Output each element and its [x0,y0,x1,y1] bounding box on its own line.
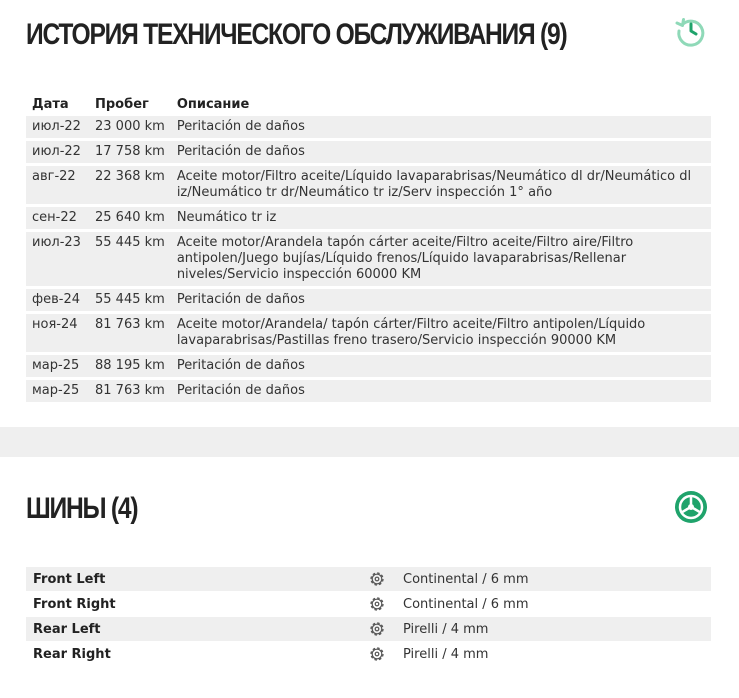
tires-list [26,567,711,667]
tire-brand-tread: Continental / 6 mm [403,596,529,612]
cell-mileage: 55 445 km [89,232,171,286]
history-icon [674,14,708,48]
table-row [26,207,711,229]
cell-mileage: 22 368 km [89,166,171,204]
cell-date: июл-22 [26,141,89,163]
cell-description: Peritación de daños [171,116,711,138]
maintenance-history-title: ИСТОРИЯ ТЕХНИЧЕСКОГО ОБСЛУЖИВАНИЯ (9) [26,18,567,51]
cell-mileage: 25 640 km [89,207,171,229]
cell-mileage: 88 195 km [89,355,171,377]
tire-position: Front Right [33,596,116,612]
table-row [26,166,711,204]
table-row [26,380,711,402]
cell-mileage: 55 445 km [89,289,171,311]
tire-position: Front Left [33,571,106,587]
gear-icon [367,619,387,639]
tire-brand-tread: Continental / 6 mm [403,571,529,587]
tire-position: Rear Left [33,621,101,637]
maintenance-history-table [26,92,711,405]
cell-date: мар-25 [26,355,89,377]
list-item [26,567,711,591]
gear-icon [367,644,387,664]
tire-brand-tread: Pirelli / 4 mm [403,621,489,637]
wheel-icon [674,490,708,524]
list-item [26,592,711,616]
cell-date: мар-25 [26,380,89,402]
section-divider [0,427,739,457]
table-row [26,141,711,163]
cell-description: Peritación de daños [171,289,711,311]
cell-date: ноя-24 [26,314,89,352]
column-header-description: Описание [176,97,250,112]
cell-mileage: 23 000 km [89,116,171,138]
table-row [26,116,711,138]
cell-description: Aceite motor/Filtro aceite/Líquido lavaparabrisas/Neumático dl dr/Neumático dl iz/Neumático tr dr/Neumático tr iz/Serv inspección 1° año [171,166,711,204]
cell-date: сен-22 [26,207,89,229]
tire-brand-tread: Pirelli / 4 mm [403,646,489,662]
table-row [26,232,711,286]
tire-position: Rear Right [33,646,111,662]
gear-icon [367,594,387,614]
column-header-date: Дата [32,97,69,112]
cell-mileage: 17 758 km [89,141,171,163]
column-header-mileage: Пробег [95,97,149,112]
cell-date: июл-22 [26,116,89,138]
cell-description: Neumático tr iz [171,207,711,229]
cell-mileage: 81 763 km [89,380,171,402]
table-row [26,314,711,352]
cell-description: Aceite motor/Arandela tapón cárter aceite/Filtro aceite/Filtro aire/Filtro antipolen/Juego bujías/Líquido frenos/Líquido lavaparabrisas/Rellenar niveles/Servicio inspección 60000 KM [171,232,711,286]
cell-date: авг-22 [26,166,89,204]
gear-icon [367,569,387,589]
cell-description: Peritación de daños [171,141,711,163]
list-item [26,617,711,641]
cell-description: Aceite motor/Arandela/ tapón cárter/Filtro aceite/Filtro antipolen/Líquido lavaparabrisas/Pastillas freno trasero/Servicio inspección 90000 KM [171,314,711,352]
list-item [26,642,711,666]
cell-description: Peritación de daños [171,355,711,377]
cell-date: июл-23 [26,232,89,286]
cell-mileage: 81 763 km [89,314,171,352]
cell-date: фев-24 [26,289,89,311]
cell-description: Peritación de daños [171,380,711,402]
table-header-row [26,95,711,113]
tires-title: ШИНЫ (4) [26,492,138,525]
table-row [26,289,711,311]
table-row [26,355,711,377]
